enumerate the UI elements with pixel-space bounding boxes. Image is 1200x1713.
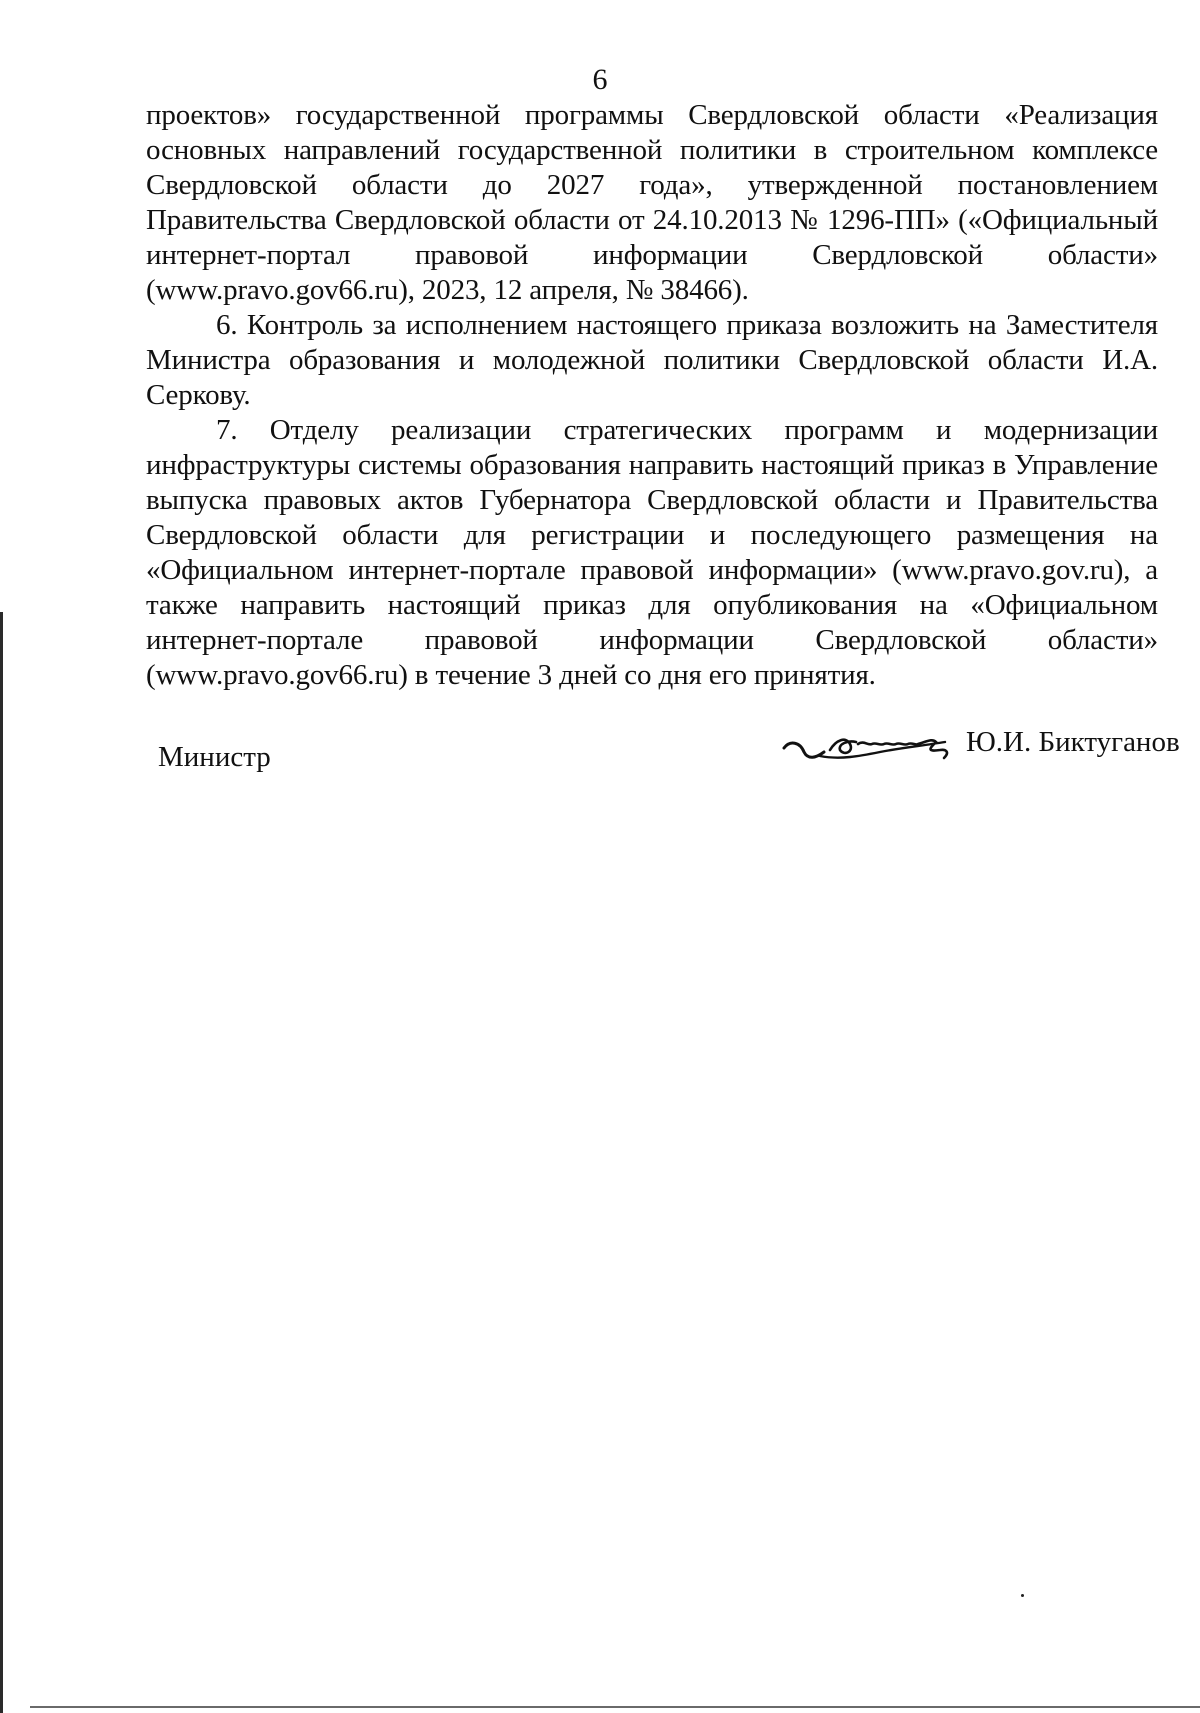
paragraph-continuation: проектов» государственной программы Свердловской области «Реализация основных направлений государственной политики в строительном комплексе Свердловской области до 2027 года», утвержденной постановлением Правительства Свердловской области от 24.10.2013 № 1296-ПП» («Официальный интернет-портал правовой информации Свердловской области» (www.pravo.gov66.ru), 2023, 12 апреля, № 38466). <box>146 99 1158 306</box>
document-body <box>146 98 1158 693</box>
scan-left-edge <box>0 612 3 1713</box>
signature-block <box>0 722 1200 782</box>
scan-artifact-dot <box>1021 1594 1024 1597</box>
paragraph-item-6: 6. Контроль за исполнением настоящего приказа возложить на Заместителя Министра образования и молодежной политики Свердловской области И.А. Серкову. <box>146 309 1158 411</box>
handwritten-signature-icon <box>780 722 960 772</box>
scan-bottom-edge <box>30 1706 1200 1708</box>
signer-name: Ю.И. Биктуганов <box>966 726 1180 758</box>
signer-position: Министр <box>158 741 271 773</box>
page-number: 6 <box>592 63 608 96</box>
paragraph-item-7: 7. Отделу реализации стратегических программ и модернизации инфраструктуры системы образования направить настоящий приказ в Управление выпуска правовых актов Губернатора Свердловской области и Правительства Свердловской области для регистрации и последующего размещения на «Официальном интернет-портале правовой информации» (www.pravo.gov.ru), а также направить настоящий приказ для опубликования на «Официальном интернет-портале правовой информации Свердловской области» (www.pravo.gov66.ru) в течение 3 дней со дня его принятия. <box>146 414 1158 691</box>
